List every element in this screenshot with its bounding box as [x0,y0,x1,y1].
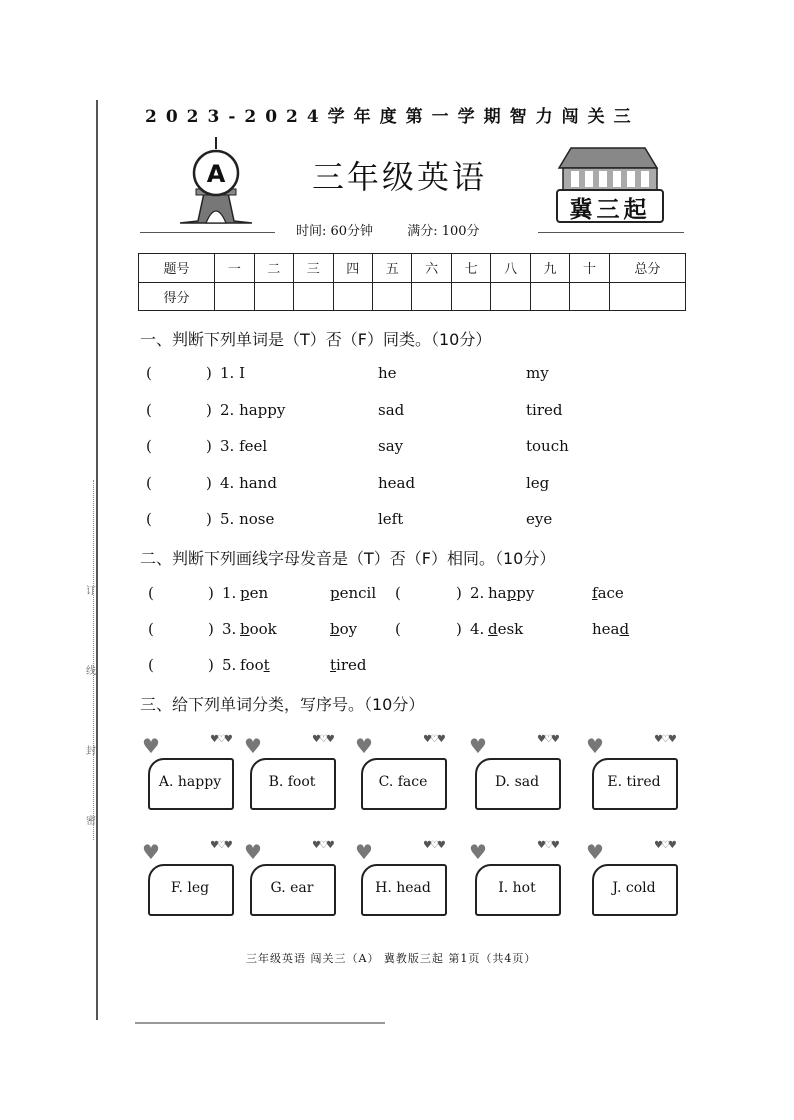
table-cell: 九 [530,254,569,283]
word-card [586,840,677,906]
tower-badge-icon [176,135,256,227]
table-cell: 十 [570,254,609,283]
answer-paren-open: ( [148,620,154,638]
answer-blank[interactable] [158,510,202,530]
word-card-label: F. leg [170,880,210,896]
flower-icon: ♥♡♥ [423,734,444,745]
answer-paren-close: ) [206,364,212,382]
flower-icon: ♥♡♥ [210,734,231,745]
underlined-word: foot [240,656,270,674]
answer-paren-close: ) [456,584,462,602]
answer-paren-open: ( [146,437,152,455]
underlined-word: pencil [330,584,377,602]
score-cell[interactable] [530,282,569,311]
flower-icon: ♥♡♥ [654,734,675,745]
answer-blank[interactable] [160,584,204,604]
score-cell[interactable] [412,282,451,311]
heart-icon: ♥ [244,734,262,758]
question-word: 1. I [220,364,246,382]
heart-icon: ♥ [355,734,373,758]
section-1-title: 一、判断下列单词是（T）否（F）同类。（10分） [140,330,492,349]
word-card-label: G. ear [270,880,314,896]
underlined-word: desk [488,620,524,638]
underlined-word: happy [488,584,535,602]
score-cell[interactable] [491,282,530,311]
score-cell[interactable] [609,282,685,311]
table-cell: 八 [491,254,530,283]
underlined-word: pen [240,584,269,602]
word-card [586,734,677,800]
subtitle-rule-left [140,232,275,233]
answer-paren-open: ( [146,473,152,492]
underlined-word: face [592,584,624,602]
binding-margin-line [96,100,98,1020]
page-footer: 三年级英语 闯关三（A） 冀教版三起 第1页（共4页） [246,952,537,965]
answer-paren-close: ) [206,510,212,528]
answer-blank[interactable] [160,656,204,676]
score-table-row-number [139,254,686,283]
subtitle-rule-right [538,232,684,233]
score-table-row-score [139,282,686,311]
bottom-rule [135,1022,385,1024]
answer-paren-open: ( [146,400,152,419]
question-number: 3. [222,620,237,638]
heart-icon: ♥ [469,840,487,864]
word-card-label: A. happy [158,774,222,790]
table-cell: 三 [294,254,333,283]
heart-icon: ♥ [142,734,160,758]
word-card [355,734,446,800]
flower-icon: ♥♡♥ [423,840,444,851]
section-2-title: 二、判断下列画线字母发音是（T）否（F）相同。（10分） [140,549,556,568]
answer-paren-open: ( [146,510,152,528]
score-cell[interactable] [294,282,333,311]
underlined-word: book [240,620,277,638]
underlined-word: head [592,620,630,638]
table-cell: 总分 [609,254,685,283]
word-card-label: E. tired [607,774,661,790]
answer-blank[interactable] [158,401,202,421]
word-card-label: I. hot [498,880,536,896]
question-word: left [378,510,404,528]
question-word: 2. happy [220,400,286,419]
word-card [244,840,335,906]
exam-header: 2023-2024学年度第一学期智力闯关三 [145,107,640,127]
table-cell: 一 [215,254,254,283]
question-number: 1. [222,584,237,602]
page-title: 三年级英语 [312,158,488,196]
answer-blank[interactable] [158,474,202,494]
margin-mark: 订 [86,586,96,597]
table-cell: 六 [412,254,451,283]
section-3-title: 三、给下列单词分类，写序号。（10分） [140,695,425,714]
badge-letter: A [206,160,226,188]
score-cell[interactable] [215,282,254,311]
margin-mark: 线 [86,666,96,677]
table-cell: 五 [372,254,411,283]
answer-paren-open: ( [146,364,152,382]
answer-paren-close: ) [208,656,214,674]
answer-paren-open: ( [148,584,154,602]
word-card [469,840,560,906]
question-word: sad [378,400,405,419]
flower-icon: ♥♡♥ [537,734,558,745]
answer-paren-close: ) [206,473,212,492]
time-limit: 时间: 60分钟 [296,224,374,239]
question-word: say [378,437,404,455]
flower-icon: ♥♡♥ [537,840,558,851]
flower-icon: ♥♡♥ [654,840,675,851]
answer-paren-close: ) [456,620,462,638]
question-number: 4. [470,620,485,638]
heart-icon: ♥ [586,840,604,864]
table-cell: 得分 [139,282,215,311]
question-word: touch [526,437,569,455]
full-score: 满分: 100分 [407,224,480,239]
answer-blank[interactable] [407,620,451,640]
word-card-label: B. foot [268,774,316,790]
score-cell[interactable] [254,282,293,311]
word-card-label: J. cold [612,880,656,896]
question-word: tired [526,400,563,419]
answer-blank[interactable] [160,620,204,640]
word-card [142,840,233,906]
score-cell[interactable] [333,282,372,311]
word-card-label: C. face [378,774,428,790]
table-cell: 四 [333,254,372,283]
margin-mark: 封 [86,746,96,757]
question-word: 4. hand [220,473,277,492]
answer-paren-close: ) [208,584,214,602]
answer-paren-open: ( [148,656,154,674]
question-word: head [378,473,416,492]
table-cell: 七 [451,254,490,283]
flower-icon: ♥♡♥ [210,840,231,851]
heart-icon: ♥ [586,734,604,758]
heart-icon: ♥ [244,840,262,864]
answer-paren-close: ) [208,620,214,638]
question-number: 2. [470,584,485,602]
question-number: 5. [222,656,237,674]
logo-text: 冀三起 [569,197,651,223]
flower-icon: ♥♡♥ [312,840,333,851]
heart-icon: ♥ [142,840,160,864]
word-card [469,734,560,800]
answer-blank[interactable] [158,437,202,457]
binding-dashed-line [93,480,94,840]
question-word: 3. feel [220,437,268,455]
question-word: he [378,364,397,382]
answer-paren-open: ( [395,620,401,638]
question-word: 5. nose [220,510,275,528]
question-word: eye [526,510,553,528]
answer-blank[interactable] [407,584,451,604]
heart-icon: ♥ [355,840,373,864]
score-cell[interactable] [451,282,490,311]
word-card [142,734,233,800]
word-card [355,840,446,906]
question-word: leg [526,473,550,492]
table-cell: 二 [254,254,293,283]
score-table [138,253,686,311]
margin-mark: 密 [86,816,96,827]
underlined-word: boy [330,620,358,638]
word-card-label: D. sad [494,774,540,790]
building-logo-icon [555,140,665,225]
table-cell: 题号 [139,254,215,283]
answer-paren-close: ) [206,400,212,419]
underlined-word: tired [330,656,367,674]
flower-icon: ♥♡♥ [312,734,333,745]
heart-icon: ♥ [469,734,487,758]
question-word: my [526,364,549,382]
exam-info [296,220,510,239]
answer-blank[interactable] [158,364,202,384]
word-card-label: H. head [375,880,431,896]
score-cell[interactable] [372,282,411,311]
score-cell[interactable] [570,282,609,311]
word-card [244,734,335,800]
answer-paren-close: ) [206,437,212,455]
answer-paren-open: ( [395,584,401,602]
